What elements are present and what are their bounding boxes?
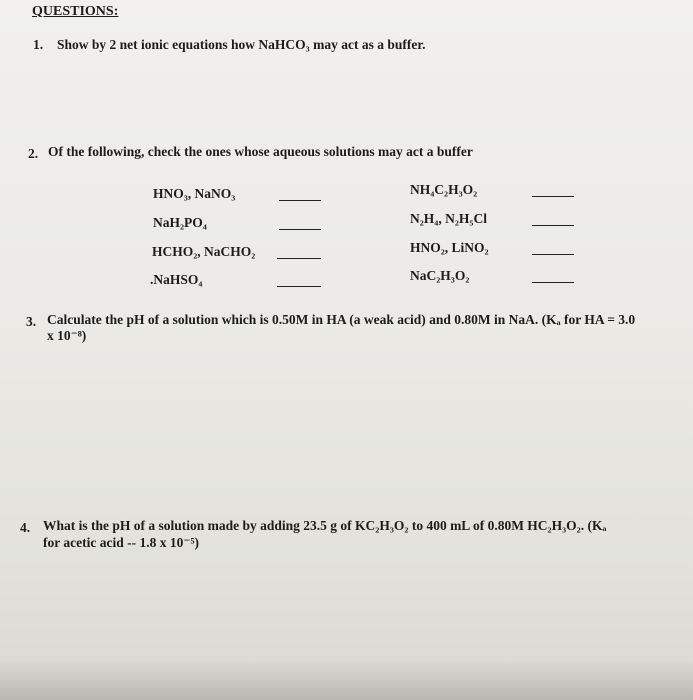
question-1-number: 1. xyxy=(33,37,44,52)
question-2-text: Of the following, check the ones whose aqueous solutions may act a buffer xyxy=(48,144,473,159)
option-nac2h3o2: NaC₂H₃O₂ xyxy=(410,268,470,283)
question-4-line-1: What is the pH of a solution made by adding 23.5 g of KC₂H₃O₂ to 400 mL of 0.80M HC₂H₃O₂. (Kₐ xyxy=(43,518,607,533)
questions-heading: QUESTIONS: xyxy=(32,4,119,19)
answer-blank[interactable] xyxy=(277,286,321,287)
option-hno2-lino2: HNO₂, LiNO₂ xyxy=(410,240,489,255)
option-nah2po4: NaH₂PO₄ xyxy=(153,215,207,230)
answer-blank[interactable] xyxy=(277,258,321,259)
answer-blank[interactable] xyxy=(279,200,321,201)
question-2-number: 2. xyxy=(28,146,39,161)
answer-blank[interactable] xyxy=(532,225,574,226)
option-nahso4: .NaHSO₄ xyxy=(150,272,203,287)
option-n2h4-n2h5cl: N₂H₄, N₂H₅Cl xyxy=(410,211,487,226)
option-hcho2-nacho2: HCHO₂, NaCHO₂ xyxy=(152,244,256,259)
question-3-number: 3. xyxy=(26,314,37,329)
answer-blank[interactable] xyxy=(279,229,321,230)
question-4-number: 4. xyxy=(20,520,31,535)
answer-blank[interactable] xyxy=(532,196,574,197)
option-nh4c2h3o2: NH₄C₂H₃O₂ xyxy=(410,182,478,197)
question-4-line-2: for acetic acid -- 1.8 x 10⁻⁵) xyxy=(43,535,200,550)
option-hno3-nano3: HNO₃, NaNO₃ xyxy=(153,186,236,201)
question-3-line-2: x 10⁻⁸) xyxy=(47,328,87,343)
answer-blank[interactable] xyxy=(532,254,574,255)
question-1-text: Show by 2 net ionic equations how NaHCO₃ may act as a buffer. xyxy=(57,37,426,52)
answer-blank[interactable] xyxy=(532,282,574,283)
question-3-line-1: Calculate the pH of a solution which is 0.50M in HA (a weak acid) and 0.80M in NaA. (Kₐ for HA = 3.0 xyxy=(47,312,636,327)
